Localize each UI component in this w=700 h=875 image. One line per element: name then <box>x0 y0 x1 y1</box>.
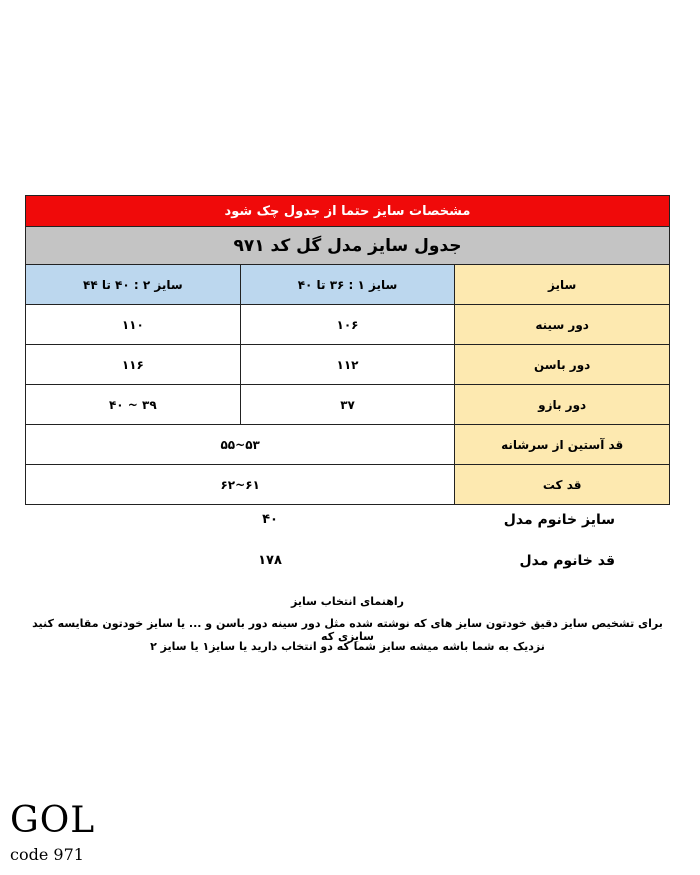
row-size2-value: ۱۱۰ <box>26 305 241 345</box>
warning-banner: مشخصات سایز حتما از جدول چک شود <box>26 196 670 227</box>
table-row <box>26 425 670 465</box>
row-label: قد کت <box>455 465 670 505</box>
brand-code: code 971 <box>10 845 84 864</box>
row-size2-value: ۱۱۶ <box>26 345 241 385</box>
model-height-label: قد خانوم مدل <box>519 553 615 569</box>
row-label: دور باسن <box>455 345 670 385</box>
header-size2: سایز ۲ : ۴۰ تا ۴۴ <box>26 265 241 305</box>
title-row <box>26 227 670 265</box>
row-label: دور بازو <box>455 385 670 425</box>
brand-name: GOL <box>10 800 96 841</box>
row-size1-value: ۱۱۲ <box>240 345 455 385</box>
guide-text-line1: برای تشخیص سایز دقیق خودتون سایز های که نوشته شده مثل دور سینه دور باسن و ... یا سایز خودتون مقایسه کنید سایزی که <box>32 617 663 643</box>
table-row <box>26 385 670 425</box>
row-merged-value: ۵۳~۵۵ <box>26 425 455 465</box>
row-size1-value: ۳۷ <box>240 385 455 425</box>
row-merged-value: ۶۱~۶۲ <box>26 465 455 505</box>
row-size1-value: ۱۰۶ <box>240 305 455 345</box>
table-title: جدول سایز مدل گل کد ۹۷۱ <box>26 227 670 265</box>
guide-text-line2: نزدیک به شما باشه میشه سایز شما که دو انتخاب دارید یا سایز۱ یا سایز ۲ <box>150 640 545 653</box>
model-size-value: ۴۰ <box>262 512 278 527</box>
size-table <box>25 195 670 505</box>
row-label: قد آستین از سرشانه <box>455 425 670 465</box>
row-size2-value: ۳۹ ~ ۴۰ <box>26 385 241 425</box>
header-size1: سایز ۱ : ۳۶ تا ۴۰ <box>240 265 455 305</box>
table-row <box>26 345 670 385</box>
table-row <box>26 465 670 505</box>
table-row <box>26 305 670 345</box>
model-size-label: سایز خانوم مدل <box>503 512 615 528</box>
row-label: دور سینه <box>455 305 670 345</box>
warning-banner-row <box>26 196 670 227</box>
model-height-value: ۱۷۸ <box>258 553 282 568</box>
header-label: سایز <box>455 265 670 305</box>
guide-title: راهنمای انتخاب سایز <box>291 595 404 608</box>
header-row <box>26 265 670 305</box>
